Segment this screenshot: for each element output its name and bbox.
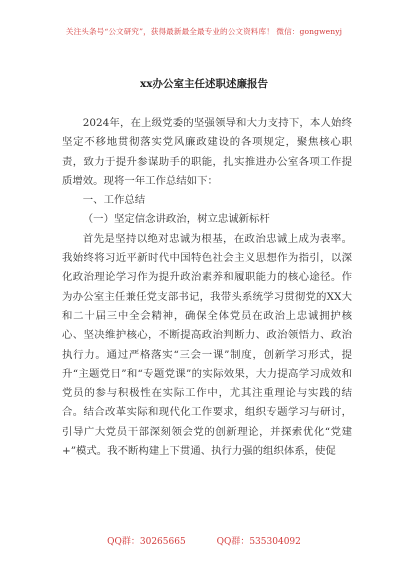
footer-qq-group-2: QQ群：535304092 — [216, 537, 301, 547]
promo-banner: 关注头条号“公文研究”，获得最新最全最专业的公文资料库！ 微信：gongwenyj — [65, 27, 343, 36]
section-heading: 一、工作总结 — [82, 194, 146, 207]
footer-qq-groups — [0, 534, 408, 547]
subsection-heading: （一）坚定信念讲政治，树立忠诚新标杆 — [82, 213, 270, 226]
intro-paragraph: 2024年，在上级党委的坚强领导和大力支持下，本人始终坚定不移地贯彻落实党风廉政建设的各项规定，聚焦核心职责，致力于提升参谋助手的职能，扎实推进办公室各项工作提质增效。现将一年工作总结如下： — [62, 117, 352, 187]
footer-qq-group-1: QQ群：30265665 — [107, 537, 186, 547]
document-title: xx办公室主任述职述廉报告 — [139, 78, 269, 90]
document-body — [62, 114, 352, 461]
body-paragraph: 首先是坚持以绝对忠诚为根基，在政治忠诚上成为表率。我始终将习近平新时代中国特色社会主义思想作为指引，以深化政治理论学习作为提升政治素养和履职能力的核心途径。作为办公室主任兼任党支部书记，我带头系统学习贯彻党的XX大和二十届三中全会精神，确保全体党员在政治上忠诚拥护核心、坚决维护核心，不断提高政治判断力、政治领悟力、政治执行力。通过严格落实“三会一课”制度，创新学习形式，提升“主题党日”和“专题党课”的实际效果，大力提高学习成效和党员的参与积极性在实际工作中，尤其注重理论与实践的结合。结合改革实际和现代化工作要求，组织专题学习与研讨，引导广大党员干部深刻领会党的创新理论，并探索优化“党建+”模式。我不断构建上下贯通、执行力强的组织体系，使促 — [62, 232, 352, 458]
